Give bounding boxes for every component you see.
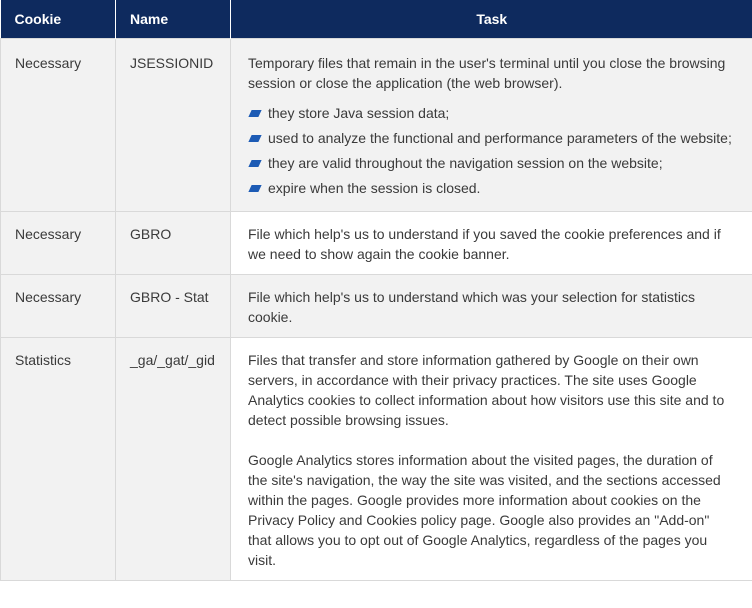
list-item-text: expire when the session is closed. bbox=[268, 180, 481, 196]
task-bullet-list bbox=[248, 101, 732, 201]
cookie-task bbox=[231, 39, 752, 212]
parallelogram-bullet-icon bbox=[248, 135, 261, 142]
header-task: Task bbox=[231, 0, 752, 39]
task-text: Temporary files that remain in the user's terminal until you close the browsing session or close the application (the web browser). bbox=[248, 55, 726, 91]
cookie-type: Statistics bbox=[1, 338, 116, 581]
cookie-name: _ga/_gat/_gid bbox=[116, 338, 231, 581]
cookie-type: Necessary bbox=[1, 39, 116, 212]
list-item-text: they store Java session data; bbox=[268, 105, 450, 121]
list-item bbox=[248, 176, 732, 201]
cookie-task bbox=[231, 338, 752, 581]
table-row bbox=[1, 39, 752, 212]
parallelogram-bullet-icon bbox=[248, 160, 261, 167]
list-item-text: used to analyze the functional and performance parameters of the website; bbox=[268, 130, 732, 146]
parallelogram-bullet-icon bbox=[248, 185, 261, 192]
task-text: File which help's us to understand which was your selection for statistics cookie. bbox=[248, 289, 695, 325]
table-row bbox=[1, 212, 752, 275]
list-item bbox=[248, 101, 732, 126]
header-name: Name bbox=[116, 0, 231, 39]
task-text: Files that transfer and store information gathered by Google on their own servers, in accordance with their privacy practices. The site uses Google Analytics cookies to collect information about how visitors use this site and to detect possible browsing issues. bbox=[248, 352, 725, 428]
cookie-task bbox=[231, 212, 752, 275]
cookie-task bbox=[231, 275, 752, 338]
table-row bbox=[1, 275, 752, 338]
table-header-row bbox=[1, 0, 752, 39]
cookie-type: Necessary bbox=[1, 275, 116, 338]
parallelogram-bullet-icon bbox=[248, 110, 261, 117]
cookie-name: GBRO bbox=[116, 212, 231, 275]
table-row bbox=[1, 338, 752, 581]
task-text: Google Analytics stores information about the visited pages, the duration of the site's navigation, the way the site was visited, and the sections accessed within the pages. Google provides more information about cookies on the Privacy Policy and Cookies policy page. Google also provides an "Add-on" that allows you to opt out of Google Analytics, regardless of the pages you visit. bbox=[248, 452, 721, 568]
cookie-name: GBRO - Stat bbox=[116, 275, 231, 338]
task-text: File which help's us to understand if you saved the cookie preferences and if we need to show again the cookie banner. bbox=[248, 226, 721, 262]
list-item-text: they are valid throughout the navigation session on the website; bbox=[268, 155, 663, 171]
cookie-name: JSESSIONID bbox=[116, 39, 231, 212]
header-cookie: Cookie bbox=[1, 0, 116, 39]
list-item bbox=[248, 151, 732, 176]
list-item bbox=[248, 126, 732, 151]
cookie-type: Necessary bbox=[1, 212, 116, 275]
